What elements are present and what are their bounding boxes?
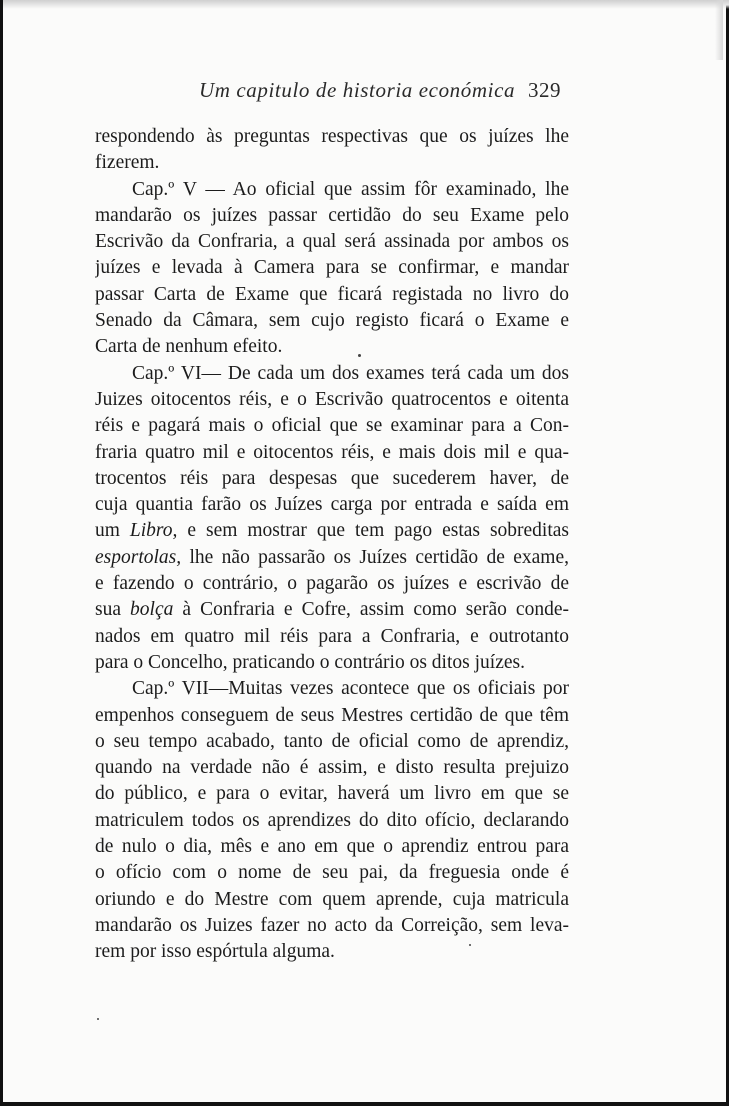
- text-line: cuja quantia farão os Juízes carga por entrada e saída em: [95, 494, 569, 516]
- text-line: rem por isso espórtula alguma.: [95, 941, 335, 963]
- text-line: empenhos conseguem de seus Mestres certidão de que têm: [95, 704, 569, 726]
- text-line: fizerem.: [95, 152, 160, 174]
- text-line: matriculem todos os aprendizes do dito ofício, declarando: [95, 809, 569, 831]
- italic-term: bolça: [130, 599, 174, 621]
- text-line: para o Concelho, praticando o contrário os ditos juízes.: [95, 651, 525, 673]
- running-head: [3, 78, 729, 108]
- text-line: de nulo o dia, mês e ano em que o aprendiz entrou para: [95, 836, 569, 858]
- text-line: Juizes oitocentos réis, e o Escrivão quatrocentos e oitenta: [95, 388, 569, 410]
- text-line: Senado da Câmara, sem cujo registo ficará o Exame e: [95, 310, 569, 332]
- text-line: [95, 545, 569, 571]
- text-line: nados em quatro mil réis para a Confraria, e outrotanto: [95, 625, 569, 647]
- text-line: [95, 518, 569, 544]
- line-text-start: sua: [95, 599, 131, 621]
- text-line: juízes e levada à Camera para se confirmar, e mandar: [95, 257, 569, 279]
- text-line: quando na verdade não é assim, e disto resulta prejuizo: [95, 757, 569, 779]
- scan-right-edge: [715, 0, 723, 60]
- text-line: Escrivão da Confraria, a qual será assinada por ambos os: [95, 231, 569, 253]
- text-line: Cap.º VII—Muitas vezes acontece que os oficiais por: [132, 678, 569, 700]
- line-text-end: lhe não passarão os Juízes certidão de exame,: [181, 546, 569, 568]
- page-number: 329: [528, 78, 561, 102]
- text-line: mandarão os Juizes fazer no acto da Correição, sem leva-: [95, 914, 569, 936]
- paper-speck: [469, 944, 471, 946]
- paper-speck: [358, 354, 361, 357]
- text-line: do público, e para o evitar, haverá um livro em que se: [95, 783, 569, 805]
- paper-speck: [97, 1018, 99, 1020]
- text-line: e fazendo o contrário, o pagarão os juízes e escrivão de: [95, 573, 569, 595]
- text-line: [95, 597, 569, 623]
- text-line: o seu tempo acabado, tanto de oficial como de aprendiz,: [95, 730, 569, 752]
- italic-term: Libro,: [129, 520, 178, 542]
- text-line: passar Carta de Exame que ficará registada no livro do: [95, 283, 569, 305]
- text-line: réis e pagará mais o oficial que se examinar para a Con-: [95, 415, 569, 437]
- line-text-end: à Confraria e Cofre, assim como serão conde-: [173, 599, 569, 621]
- running-title: Um capitulo de historia económica: [199, 78, 516, 102]
- line-text-end: e sem mostrar que tem pago estas sobreditas: [177, 520, 569, 542]
- text-line: Cap.º VI— De cada um dos exames terá cada um dos: [132, 362, 569, 384]
- italic-term: esportolas,: [95, 546, 182, 568]
- text-line: o ofício com o nome de seu pai, da freguesia onde é: [95, 862, 569, 884]
- text-line: fraria quatro mil e oitocentos réis, e mais dois mil e qua-: [95, 441, 569, 463]
- text-line: Carta de nenhum efeito.: [95, 336, 283, 358]
- line-text-start: um: [95, 520, 130, 542]
- text-line: mandarão os juízes passar certidão do seu Exame pelo: [95, 204, 569, 226]
- text-line: oriundo e do Mestre com quem aprende, cuja matricula: [95, 888, 569, 910]
- text-line: respondendo às preguntas respectivas que os juízes lhe: [95, 126, 569, 147]
- text-line: Cap.º V — Ao oficial que assim fôr examinado, lhe: [132, 178, 569, 200]
- text-line: trocentos réis para despesas que sucederem haver, de: [95, 467, 569, 489]
- scan-top-edge: [3, 0, 729, 9]
- body-text: [95, 124, 569, 966]
